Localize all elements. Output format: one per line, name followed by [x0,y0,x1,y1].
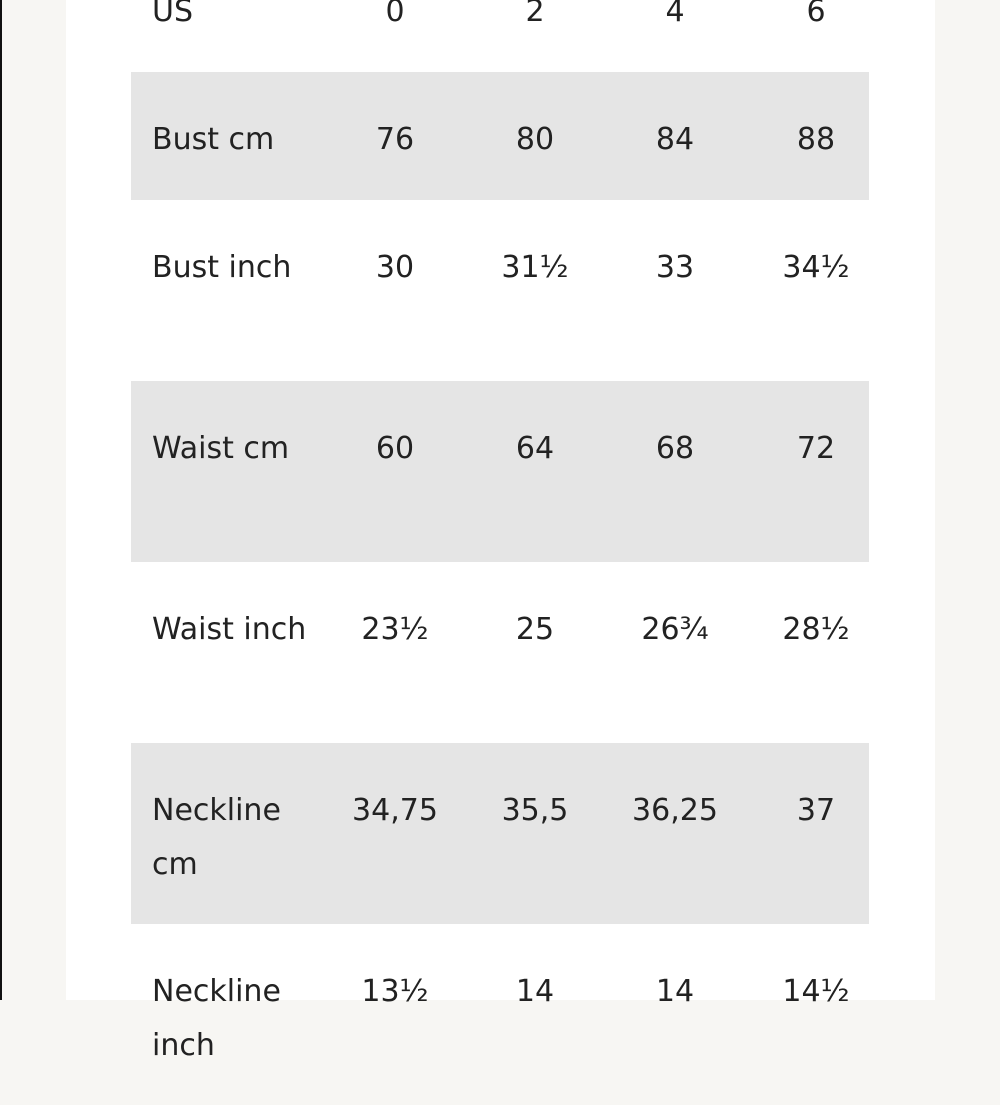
size-chart-panel[interactable] [66,0,935,1063]
row-label: Bust cm [152,122,275,157]
table-cell: 37 [796,793,836,828]
table-cell: 25 [515,612,555,647]
header-label: US [152,0,194,29]
table-cell: 60 [375,431,415,466]
table-row-bust-inch [131,200,869,381]
table-row-bust-cm [131,72,869,200]
table-cell: 84 [655,122,695,157]
table-row-waist-inch [131,562,869,743]
table-cell: 14 [655,974,695,1009]
row-label: Waist cm [152,431,290,466]
table-cell: 35,5 [501,793,569,828]
table-cell: 76 [375,122,415,157]
table-header-row [131,0,869,72]
table-row-neckline-inch [131,924,869,1105]
table-cell: 80 [515,122,555,157]
table-row-waist-cm [131,381,869,562]
row-label: Neckline cm [152,793,281,882]
row-label: Bust inch [152,250,292,285]
table-cell: 30 [375,250,415,285]
table-cell: 23½ [361,612,429,647]
table-cell: 68 [655,431,695,466]
window-left-border [0,0,2,1000]
table-cell: 64 [515,431,555,466]
table-cell: 13½ [361,974,429,1009]
table-cell: 14½ [782,974,850,1009]
row-label: Neckline inch [152,974,281,1063]
row-label: Waist inch [152,612,307,647]
header-size-4: 4 [665,0,685,29]
table-cell: 33 [655,250,695,285]
table-cell: 14 [515,974,555,1009]
header-size-0: 0 [385,0,405,29]
table-cell: 26¾ [641,612,709,647]
size-chart-table [131,0,869,1105]
table-cell: 31½ [501,250,569,285]
table-row-neckline-cm [131,743,869,924]
table-cell: 36,25 [632,793,718,828]
table-cell: 28½ [782,612,850,647]
table-cell: 34½ [782,250,850,285]
table-cell: 72 [796,431,836,466]
table-cell: 34,75 [352,793,438,828]
header-size-2: 2 [525,0,545,29]
table-cell: 88 [796,122,836,157]
header-size-6: 6 [806,0,826,29]
